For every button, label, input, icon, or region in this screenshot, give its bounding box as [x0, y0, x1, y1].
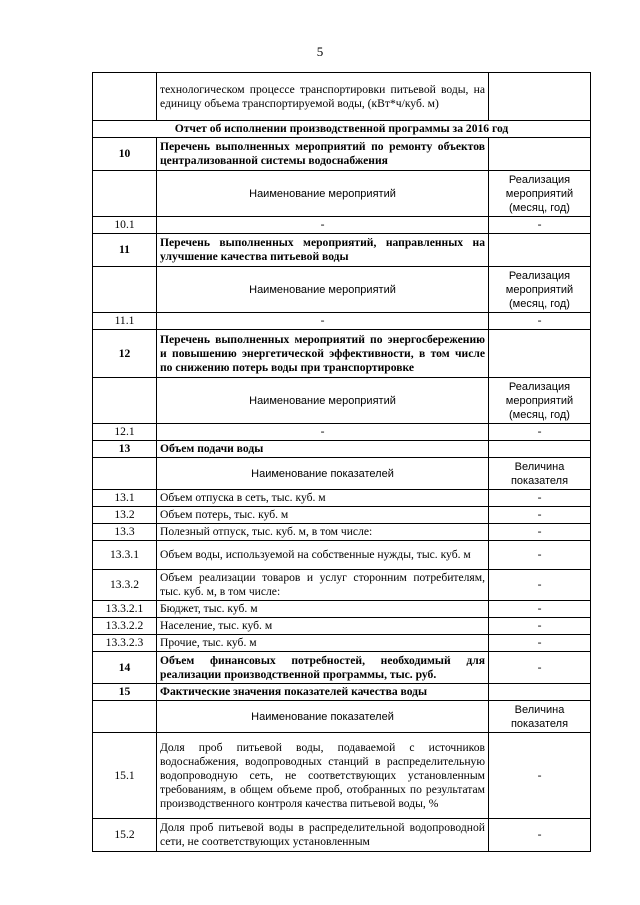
section-title: Отчет об исполнении производственной программы за 2016 год	[93, 121, 591, 138]
table-row	[93, 507, 591, 524]
table-row	[93, 733, 591, 819]
table-row	[93, 424, 591, 441]
indicator-value	[489, 684, 591, 701]
table-row	[93, 570, 591, 601]
column-header-value: Реализация мероприятий (месяц, год)	[489, 378, 591, 424]
row-number: 15.2	[93, 819, 157, 852]
column-header-name: Наименование показателей	[157, 701, 489, 733]
row-number: 13.1	[93, 490, 157, 507]
indicator-value: -	[489, 652, 591, 684]
table-row	[93, 138, 591, 171]
indicator-value: -	[489, 570, 591, 601]
table-row	[93, 701, 591, 733]
indicator-value: -	[489, 524, 591, 541]
table-row	[93, 490, 591, 507]
indicator-value: -	[489, 313, 591, 330]
table-row	[93, 652, 591, 684]
indicator-value: -	[489, 733, 591, 819]
table-row	[93, 601, 591, 618]
indicator-name: Объем потерь, тыс. куб. м	[157, 507, 489, 524]
table-row	[93, 618, 591, 635]
column-header-value: Реализация мероприятий (месяц, год)	[489, 267, 591, 313]
indicator-value	[489, 138, 591, 171]
section-heading: Объем подачи воды	[157, 441, 489, 458]
row-number: 11.1	[93, 313, 157, 330]
indicator-name: Объем реализации товаров и услуг сторонним потребителям, тыс. куб. м, в том числе:	[157, 570, 489, 601]
column-header-name: Наименование показателей	[157, 458, 489, 490]
indicator-name: Прочие, тыс. куб. м	[157, 635, 489, 652]
row-number-cell	[93, 378, 157, 424]
row-number: 13.3.2.3	[93, 635, 157, 652]
row-number: 13.2	[93, 507, 157, 524]
row-number: 13.3.1	[93, 541, 157, 570]
row-number: 15.1	[93, 733, 157, 819]
column-header-value: Реализация мероприятий (месяц, год)	[489, 171, 591, 217]
indicator-value: -	[489, 507, 591, 524]
indicator-value: -	[489, 601, 591, 618]
row-number-cell	[93, 171, 157, 217]
table-row	[93, 330, 591, 378]
row-number: 12.1	[93, 424, 157, 441]
indicator-value: -	[489, 819, 591, 852]
indicator-value: -	[489, 635, 591, 652]
section-heading: Перечень выполненных мероприятий по ремонту объектов централизованной системы водоснабжения	[157, 138, 489, 171]
indicator-value	[489, 73, 591, 121]
row-number: 15	[93, 684, 157, 701]
table-row	[93, 635, 591, 652]
indicator-name: -	[157, 424, 489, 441]
indicator-name: Бюджет, тыс. куб. м	[157, 601, 489, 618]
table-row	[93, 234, 591, 267]
table-row	[93, 267, 591, 313]
page-number: 5	[316, 44, 324, 59]
indicator-value	[489, 330, 591, 378]
row-number-cell	[93, 458, 157, 490]
row-number: 13.3.2	[93, 570, 157, 601]
indicator-name: Объем отпуска в сеть, тыс. куб. м	[157, 490, 489, 507]
indicator-value	[489, 234, 591, 267]
row-number: 13.3	[93, 524, 157, 541]
row-number-cell	[93, 267, 157, 313]
row-number: 10.1	[93, 217, 157, 234]
indicator-name: Полезный отпуск, тыс. куб. м, в том числе:	[157, 524, 489, 541]
table-row	[93, 217, 591, 234]
table-row	[93, 171, 591, 217]
row-number-cell	[93, 73, 157, 121]
table-row	[93, 73, 591, 121]
row-number: 14	[93, 652, 157, 684]
indicator-name: Доля проб питьевой воды в распределительной водопроводной сети, не соответствующих установленным	[157, 819, 489, 852]
table-row	[93, 819, 591, 852]
indicator-name: Объем воды, используемой на собственные нужды, тыс. куб. м	[157, 541, 489, 570]
table-row	[93, 524, 591, 541]
table-row	[93, 684, 591, 701]
indicator-value: -	[489, 618, 591, 635]
program-report-table	[92, 72, 591, 852]
row-number: 13	[93, 441, 157, 458]
column-header-name: Наименование мероприятий	[157, 267, 489, 313]
table-row	[93, 121, 591, 138]
row-number: 11	[93, 234, 157, 267]
indicator-name: Доля проб питьевой воды, подаваемой с источников водоснабжения, водопроводных станций в распределительную водопроводную сеть, не соответствующих установленным требованиям, в общем объеме проб, отобранных по результатам производственного контроля качества питьевой воды, %	[157, 733, 489, 819]
table-row	[93, 441, 591, 458]
row-number: 13.3.2.1	[93, 601, 157, 618]
table-row	[93, 313, 591, 330]
indicator-value: -	[489, 424, 591, 441]
indicator-name: -	[157, 217, 489, 234]
row-number: 10	[93, 138, 157, 171]
indicator-name: технологическом процессе транспортировки питьевой воды, на единицу объема транспортируемой воды, (кВт*ч/куб. м)	[157, 73, 489, 121]
row-number: 12	[93, 330, 157, 378]
column-header-value: Величина показателя	[489, 458, 591, 490]
section-heading: Фактические значения показателей качества воды	[157, 684, 489, 701]
column-header-name: Наименование мероприятий	[157, 378, 489, 424]
indicator-value: -	[489, 217, 591, 234]
table-row	[93, 458, 591, 490]
indicator-name: Население, тыс. куб. м	[157, 618, 489, 635]
table-row	[93, 541, 591, 570]
indicator-value: -	[489, 490, 591, 507]
section-heading: Объем финансовых потребностей, необходимый для реализации производственной программы, тыс. руб.	[157, 652, 489, 684]
column-header-value: Величина показателя	[489, 701, 591, 733]
indicator-value	[489, 441, 591, 458]
row-number-cell	[93, 701, 157, 733]
indicator-name: -	[157, 313, 489, 330]
column-header-name: Наименование мероприятий	[157, 171, 489, 217]
section-heading: Перечень выполненных мероприятий, направленных на улучшение качества питьевой воды	[157, 234, 489, 267]
section-heading: Перечень выполненных мероприятий по энергосбережению и повышению энергетической эффективности, в том числе по снижению потерь воды при транспортировке	[157, 330, 489, 378]
indicator-value: -	[489, 541, 591, 570]
table-row	[93, 378, 591, 424]
row-number: 13.3.2.2	[93, 618, 157, 635]
